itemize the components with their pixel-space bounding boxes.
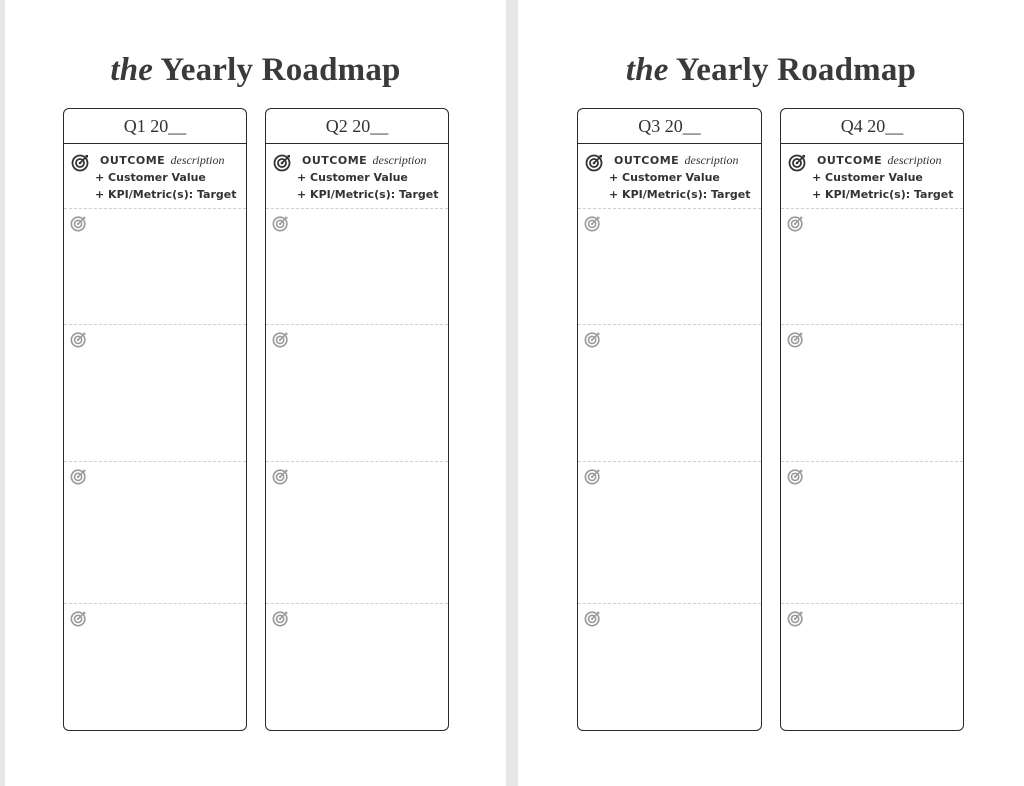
outcome-slot[interactable] — [578, 604, 761, 731]
outcome-slot[interactable] — [266, 144, 448, 209]
outcome-label: OUTCOME — [302, 154, 368, 167]
quarter-column-q2 — [265, 108, 449, 731]
outcome-slot[interactable] — [781, 209, 963, 325]
quarter-header-q3: Q3 20__ — [578, 109, 761, 144]
target-icon — [787, 609, 805, 627]
target-icon — [787, 214, 805, 232]
outcome-label: OUTCOME — [100, 154, 166, 167]
page-title-italic: the — [625, 52, 669, 88]
outcome-description: description — [684, 153, 739, 167]
target-icon — [273, 152, 293, 172]
customer-value-line: + Customer Value — [812, 171, 923, 184]
outcome-slot[interactable] — [781, 604, 963, 731]
kpi-target-line: + KPI/Metric(s): Target — [812, 188, 954, 201]
page-title-main: Yearly Roadmap — [160, 52, 401, 88]
outcome-slot[interactable] — [578, 462, 761, 604]
quarter-header-q1: Q1 20__ — [64, 109, 246, 144]
quarter-header-q2: Q2 20__ — [266, 109, 448, 144]
outcome-slot[interactable] — [266, 209, 448, 325]
kpi-target-line: + KPI/Metric(s): Target — [95, 188, 237, 201]
customer-value-line: + Customer Value — [95, 171, 206, 184]
roadmap-page-left — [5, 0, 506, 786]
quarter-column-q1 — [63, 108, 247, 731]
target-icon — [584, 467, 602, 485]
outcome-slot[interactable] — [578, 144, 761, 209]
target-icon — [584, 330, 602, 348]
outcome-slot[interactable] — [266, 325, 448, 462]
target-icon — [787, 330, 805, 348]
target-icon — [70, 467, 88, 485]
quarter-column-q4 — [780, 108, 964, 731]
target-icon — [71, 152, 91, 172]
outcome-label: OUTCOME — [614, 154, 680, 167]
target-icon — [70, 214, 88, 232]
outcome-slot[interactable] — [266, 604, 448, 731]
target-icon — [272, 609, 290, 627]
outcome-slot[interactable] — [64, 462, 246, 604]
page-title — [518, 52, 1024, 89]
quarter-body — [781, 144, 963, 731]
customer-value-line: + Customer Value — [297, 171, 408, 184]
roadmap-page-right — [518, 0, 1024, 786]
outcome-label: OUTCOME — [817, 154, 883, 167]
target-icon — [70, 330, 88, 348]
kpi-target-line: + KPI/Metric(s): Target — [609, 188, 751, 201]
target-icon — [584, 214, 602, 232]
target-icon — [787, 467, 805, 485]
outcome-line — [100, 153, 225, 168]
target-icon — [585, 152, 605, 172]
outcome-slot[interactable] — [64, 209, 246, 325]
quarter-body — [578, 144, 761, 731]
target-icon — [70, 609, 88, 627]
quarter-column-q3 — [577, 108, 762, 731]
target-icon — [788, 152, 808, 172]
outcome-slot[interactable] — [781, 144, 963, 209]
target-icon — [584, 609, 602, 627]
outcome-slot[interactable] — [781, 325, 963, 462]
outcome-slot[interactable] — [64, 604, 246, 731]
target-icon — [272, 330, 290, 348]
outcome-slot[interactable] — [266, 462, 448, 604]
page-title-main: Yearly Roadmap — [675, 52, 917, 88]
outcome-slot[interactable] — [578, 325, 761, 462]
outcome-slot[interactable] — [64, 325, 246, 462]
target-icon — [272, 214, 290, 232]
customer-value-line: + Customer Value — [609, 171, 720, 184]
outcome-slot[interactable] — [578, 209, 761, 325]
outcome-slot[interactable] — [64, 144, 246, 209]
outcome-description: description — [372, 153, 427, 167]
quarter-body — [64, 144, 246, 731]
quarter-body — [266, 144, 448, 731]
outcome-description: description — [170, 153, 225, 167]
target-icon — [272, 467, 290, 485]
page-title — [5, 52, 506, 89]
quarter-header-q4: Q4 20__ — [781, 109, 963, 144]
outcome-line — [614, 153, 739, 168]
page-title-italic: the — [110, 52, 154, 88]
outcome-line — [817, 153, 942, 168]
kpi-target-line: + KPI/Metric(s): Target — [297, 188, 439, 201]
outcome-slot[interactable] — [781, 462, 963, 604]
outcome-line — [302, 153, 427, 168]
outcome-description: description — [887, 153, 942, 167]
